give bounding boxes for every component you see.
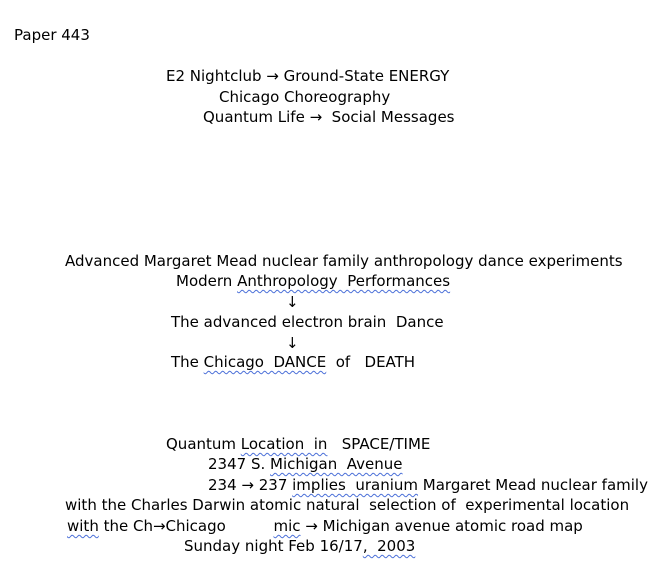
- dance-line-3: The advanced electron brain Dance: [171, 313, 444, 331]
- dance-line-2-lead: Modern: [176, 272, 238, 290]
- location-line-5-marked-b: mic: [273, 517, 301, 535]
- dance-line-1: Advanced Margaret Mead nuclear family anthropology dance experiments: [65, 252, 623, 270]
- down-arrow-1: ↓: [286, 293, 299, 311]
- dance-line-2-marked: Anthropology Performances: [237, 272, 451, 290]
- location-line-1: [166, 434, 430, 454]
- location-line-6-lead: Sunday night Feb 16/17: [184, 537, 363, 555]
- dance-line-4-tail: of DEATH: [326, 353, 416, 371]
- title-line-2: Chicago Choreography: [219, 88, 391, 106]
- dance-line-4-marked: Chicago DANCE: [203, 353, 327, 371]
- location-line-2-marked: Michigan Avenue: [270, 455, 403, 473]
- location-line-1-lead: Quantum: [166, 435, 241, 453]
- location-line-5-tail: → Michigan avenue atomic road map: [300, 517, 583, 535]
- location-line-5: [67, 516, 583, 536]
- location-line-5-marked-a: with: [67, 517, 99, 535]
- location-line-6-marked: , 2003: [362, 537, 416, 555]
- dance-line-4-lead: The: [171, 353, 204, 371]
- paper-label: Paper 443: [14, 26, 90, 44]
- dance-line-2: [176, 271, 450, 291]
- location-line-3-tail: Margaret Mead nuclear family: [418, 476, 648, 494]
- location-line-6: [184, 536, 415, 556]
- location-line-1-tail: SPACE/TIME: [327, 435, 431, 453]
- title-line-1: E2 Nightclub → Ground-State ENERGY: [166, 67, 450, 85]
- location-line-2-lead: 2347 S.: [208, 455, 270, 473]
- location-line-5-mid: the Ch→Chicago: [98, 517, 274, 535]
- location-line-3-lead: 234 → 237: [208, 476, 293, 494]
- dance-line-4: [171, 352, 415, 372]
- down-arrow-2: ↓: [286, 334, 299, 352]
- location-line-4: with the Charles Darwin atomic natural selection of experimental location: [65, 496, 630, 514]
- location-line-3-marked: implies uranium: [292, 476, 419, 494]
- location-line-2: [208, 454, 403, 474]
- location-line-3: [208, 475, 648, 495]
- title-line-3: Quantum Life → Social Messages: [203, 108, 455, 126]
- location-line-1-marked: Location in: [240, 435, 328, 453]
